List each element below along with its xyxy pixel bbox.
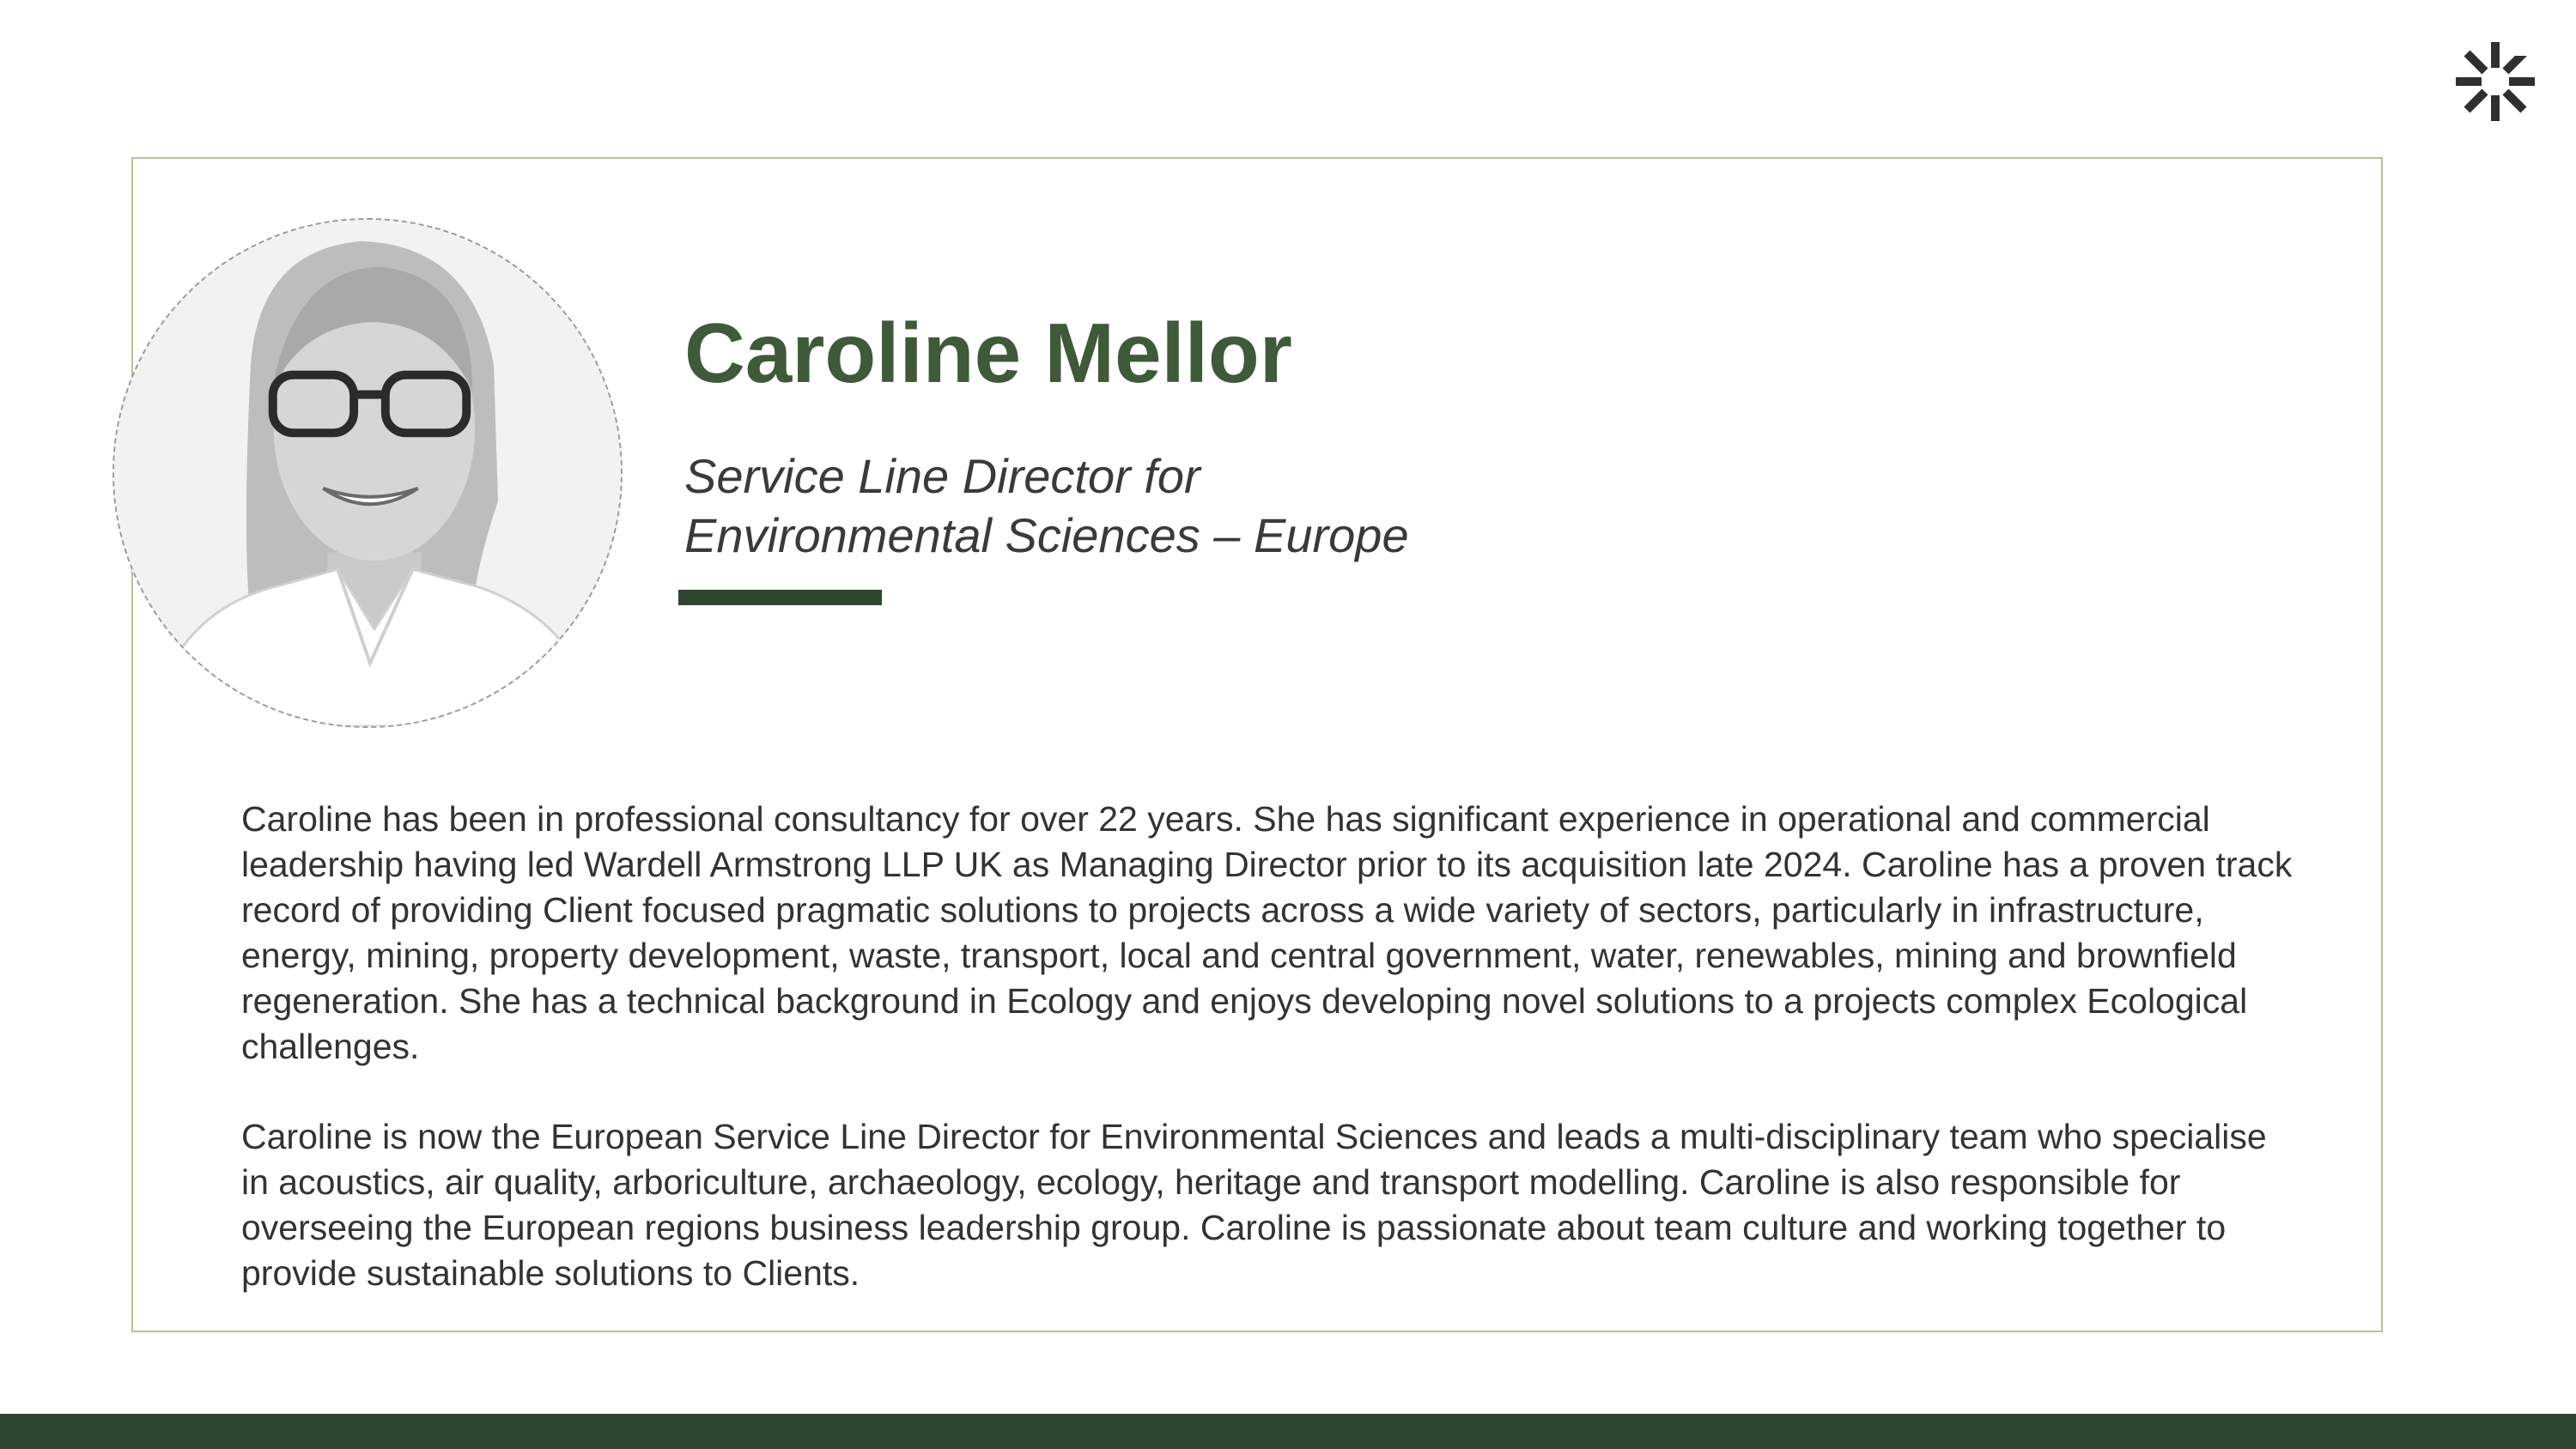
footer-band — [0, 1414, 2576, 1449]
job-title-line-1: Service Line Director for — [684, 449, 1200, 503]
person-name: Caroline Mellor — [684, 306, 1292, 400]
starburst-logo-icon — [2452, 39, 2538, 124]
job-title — [684, 446, 1409, 565]
bio-paragraph-1: Caroline has been in professional consultancy for over 22 years. She has significant experience in operational and commercial leadership having led Wardell Armstrong LLP UK as Managing Director prior to its acquisition late 2024. Caroline has a proven track record of providing Client focused pragmatic solutions to projects across a wide variety of sectors, particularly in infrastructure, energy, mining, property development, waste, transport, local and central government, water, renewables, mining and brownfield regeneration. She has a technical background in Ecology and enjoys developing novel solutions to a projects complex Ecological challenges. — [241, 799, 2293, 1066]
biography — [241, 797, 2302, 1296]
bio-paragraph-2: Caroline is now the European Service Line Director for Environmental Sciences and leads a multi-disciplinary team who specialise in acoustics, air quality, arboriculture, archaeology, ecology, heritage and transport modelling. Caroline is also responsible for overseeing the European regions business leadership group. Caroline is passionate about team culture and working together to provide sustainable solutions to Clients. — [241, 1117, 2267, 1293]
job-title-line-2: Environmental Sciences – Europe — [684, 508, 1409, 562]
title-accent-bar — [678, 590, 882, 605]
portrait-photo — [112, 218, 623, 728]
